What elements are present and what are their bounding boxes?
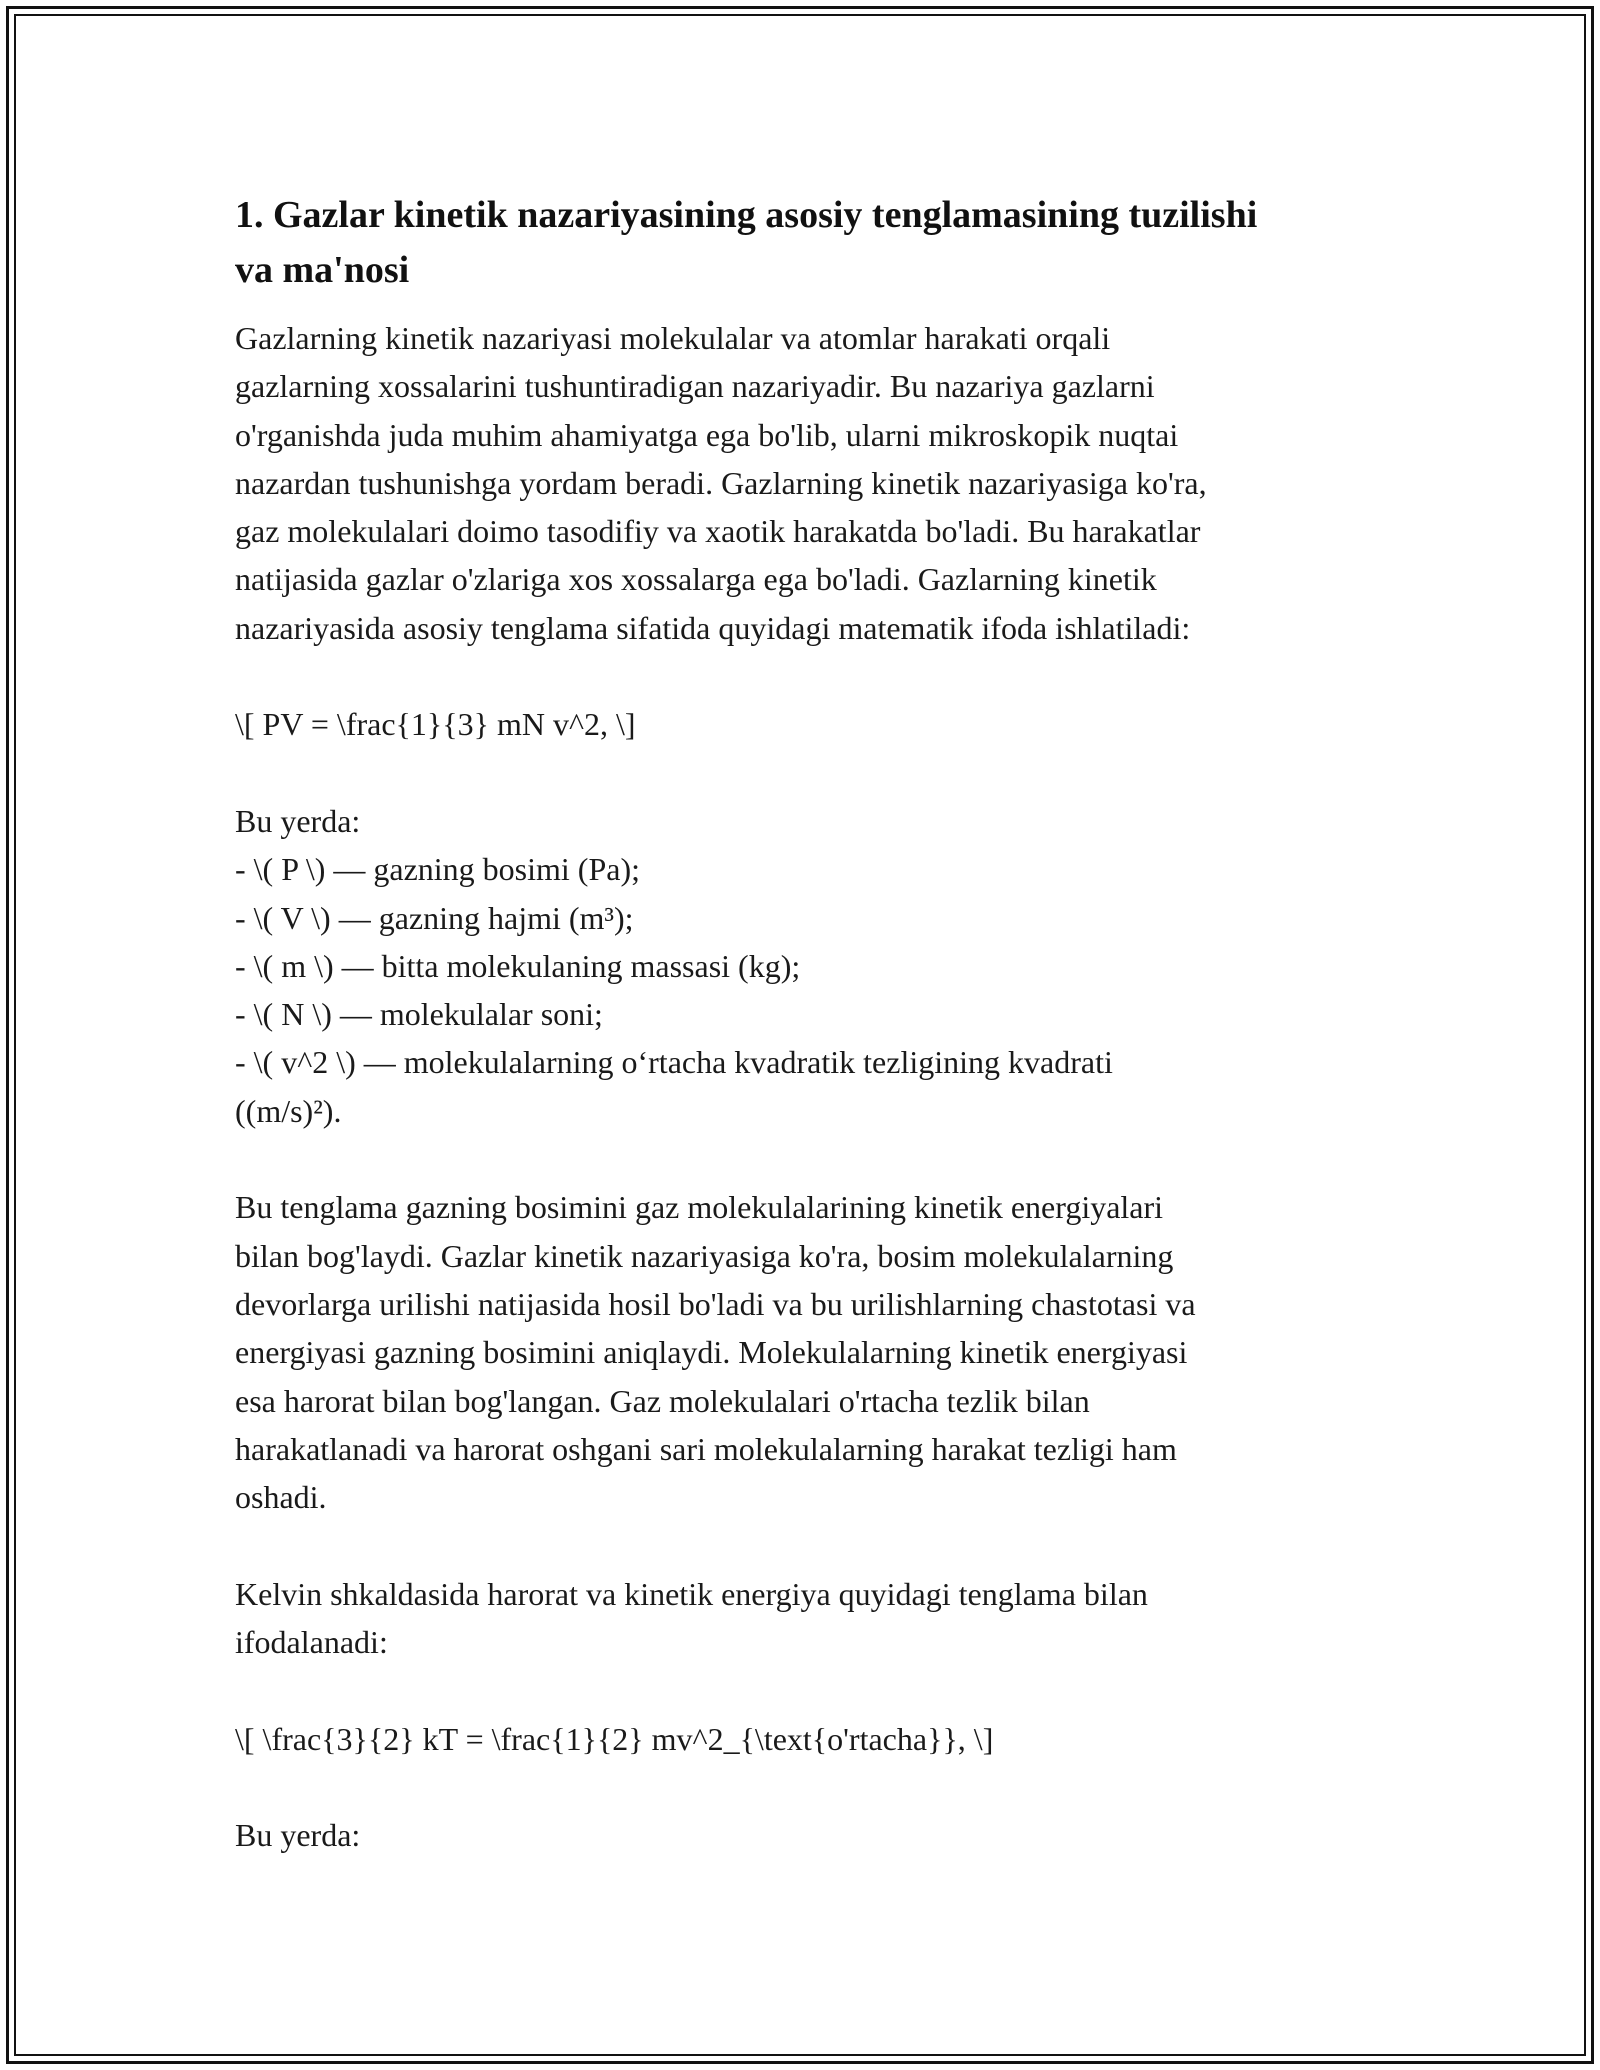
intro-line: o'rganishda juda muhim ahamiyatga ega bo'lib, ularni mikroskopik nuqtai (235, 416, 1179, 453)
paragraph-line: devorlarga urilishi natijasida hosil bo'ladi va bu urilishlarning chastotasi va (235, 1285, 1196, 1322)
intro-line: nazardan tushunishga yordam beradi. Gazlarning kinetik nazariyasiga ko'ra, (235, 464, 1207, 501)
spacer (235, 652, 1375, 700)
heading-line-2: va ma'nosi (235, 249, 410, 291)
paragraph-line: harakatlanadi va harorat oshgani sari molekulalarning harakat tezligi ham (235, 1430, 1177, 1467)
intro-paragraph (235, 314, 1375, 652)
intro-line: nazariyasida asosiy tenglama sifatida quyidagi matematik ifoda ishlatiladi: (235, 609, 1191, 646)
heading-line-1: 1. Gazlar kinetik nazariyasining asosiy tenglamasining tuzilishi (235, 194, 1258, 236)
paragraph-line: esa harorat bilan bog'langan. Gaz molekulalari o'rtacha tezlik bilan (235, 1382, 1090, 1419)
equation-pv: \[ PV = \frac{1}{3} mN v^2, \] (235, 706, 636, 743)
spacer (235, 1135, 1375, 1183)
spacer (235, 1521, 1375, 1569)
variable-item: - \( P \) — gazning bosimi (Pa); (235, 851, 640, 888)
intro-line: natijasida gazlar o'zlariga xos xossalarga ega bo'ladi. Gazlarning kinetik (235, 561, 1157, 598)
variable-list (235, 845, 1375, 1135)
variable-item: - \( v^2 \) — molekulalarning oʻrtacha kvadratik tezligining kvadrati (235, 1044, 1113, 1081)
document-body (235, 188, 1375, 1860)
paragraph-line: oshadi. (235, 1479, 327, 1516)
variable-item: - \( V \) — gazning hajmi (m³); (235, 899, 634, 936)
spacer (235, 1666, 1375, 1714)
variable-item: ((m/s)²). (235, 1092, 342, 1129)
intro-line: gazlarning xossalarini tushuntiradigan nazariyadir. Bu nazariya gazlarni (235, 368, 1155, 405)
spacer (235, 749, 1375, 797)
spacer (235, 1763, 1375, 1811)
variable-item: - \( N \) — molekulalar soni; (235, 996, 603, 1033)
paragraph-line: Bu tenglama gazning bosimini gaz molekulalarining kinetik energiyalari (235, 1189, 1164, 1226)
paragraph-line: bilan bog'laydi. Gazlar kinetik nazariyasiga ko'ra, bosim molekulalarning (235, 1237, 1174, 1274)
intro-line: gaz molekulalari doimo tasodifiy va xaotik harakatda bo'ladi. Bu harakatlar (235, 513, 1201, 550)
paragraph-line: energiyasi gazning bosimini aniqlaydi. Molekulalarning kinetik energiyasi (235, 1334, 1188, 1371)
pressure-paragraph (235, 1183, 1375, 1521)
where-label: Bu yerda: (235, 1817, 361, 1854)
intro-line: Gazlarning kinetik nazariyasi molekulalar va atomlar harakati orqali (235, 320, 1111, 356)
where-label: Bu yerda: (235, 802, 361, 839)
paragraph-line: Kelvin shkaldasida harorat va kinetik energiya quyidagi tenglama bilan (235, 1575, 1148, 1612)
variable-item: - \( m \) — bitta molekulaning massasi (kg); (235, 947, 801, 984)
section-heading (235, 188, 1375, 298)
kelvin-paragraph (235, 1570, 1375, 1667)
equation-kinetic-energy: \[ \frac{3}{2} kT = \frac{1}{2} mv^2_{\text{o'rtacha}}, \] (235, 1720, 994, 1757)
paragraph-line: ifodalanadi: (235, 1624, 388, 1661)
